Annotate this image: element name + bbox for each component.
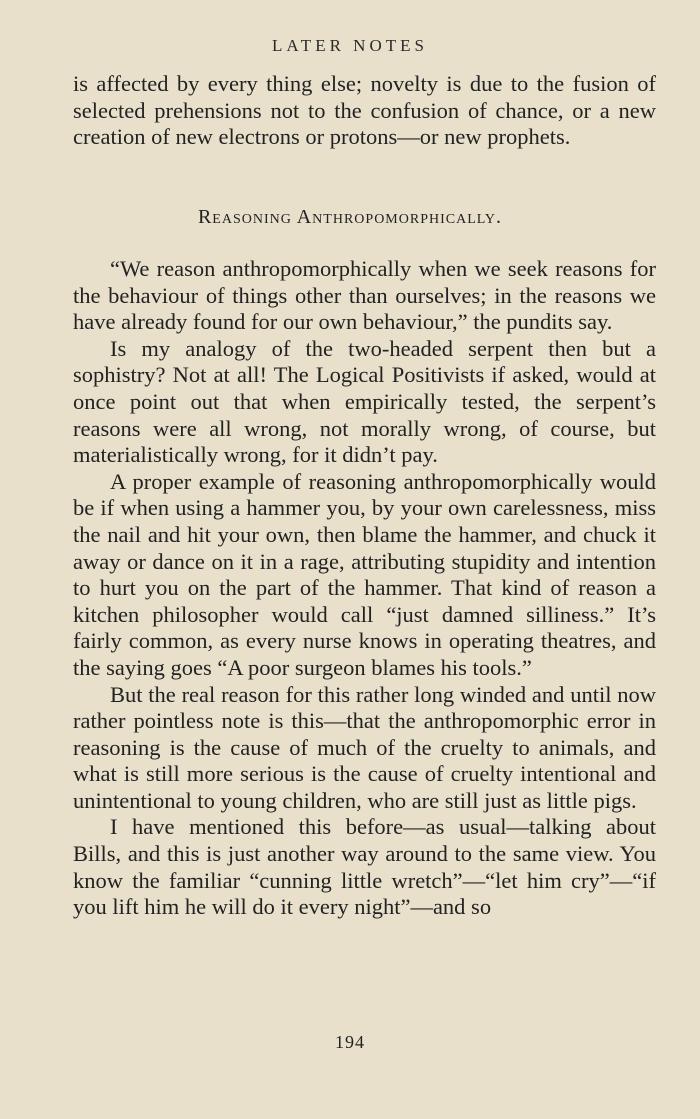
paragraph-continued: is affected by every thing else; novelty is due to the fusion of selected prehensions not to the confusion of chance, or a new creation of new electrons or protons—or new prophets. bbox=[73, 71, 656, 150]
section-heading: Reasoning Anthropomorphically. bbox=[197, 206, 503, 228]
paragraph-4: But the real reason for this rather long winded and until now rather pointless note is this—that the anthropomorphic error in reasoning is the cause of much of the cruelty to animals, and what is still more serious is the cause of cruelty intentional and unintentional to young children, who are still just as little pigs. bbox=[73, 681, 656, 813]
paragraph-3: A proper example of reasoning anthropomorphically would be if when using a hammer you, by your own carelessness, miss the nail and hit your own, then blame the hammer, and chuck it away or dance on it in a rage, attributing stupidity and intention to hurt you on the part of the hammer. That kind of reason a kitchen philosopher would call “just damned silliness.” It’s fairly common, as every nurse knows in operating theatres, and the saying goes “A poor surgeon blames his tools.” bbox=[73, 468, 656, 680]
paragraph-2: Is my analogy of the two-headed serpent then but a sophistry? Not at all! The Logical Positivists if asked, would at once point out that when empirically tested, the serpent’s reasons were all wrong, not morally wrong, of course, but materialistically wrong, for it didn’t pay. bbox=[73, 335, 656, 468]
page-number: 194 bbox=[335, 1032, 365, 1052]
section-body bbox=[73, 256, 656, 921]
paragraph-5: I have mentioned this before—as usual—talking about Bills, and this is just another way around to the same view. You know the familiar “cunning little wretch”—“let him cry”—“if you lift him he will do it every night”—and so bbox=[73, 814, 656, 920]
opening-paragraph bbox=[73, 71, 656, 151]
paragraph-1: “We reason anthropomorphically when we seek reasons for the behaviour of things other than ourselves; in the reasons we have already found for our own behaviour,” the pundits say. bbox=[73, 256, 656, 335]
running-head: LATER NOTES bbox=[272, 36, 428, 55]
